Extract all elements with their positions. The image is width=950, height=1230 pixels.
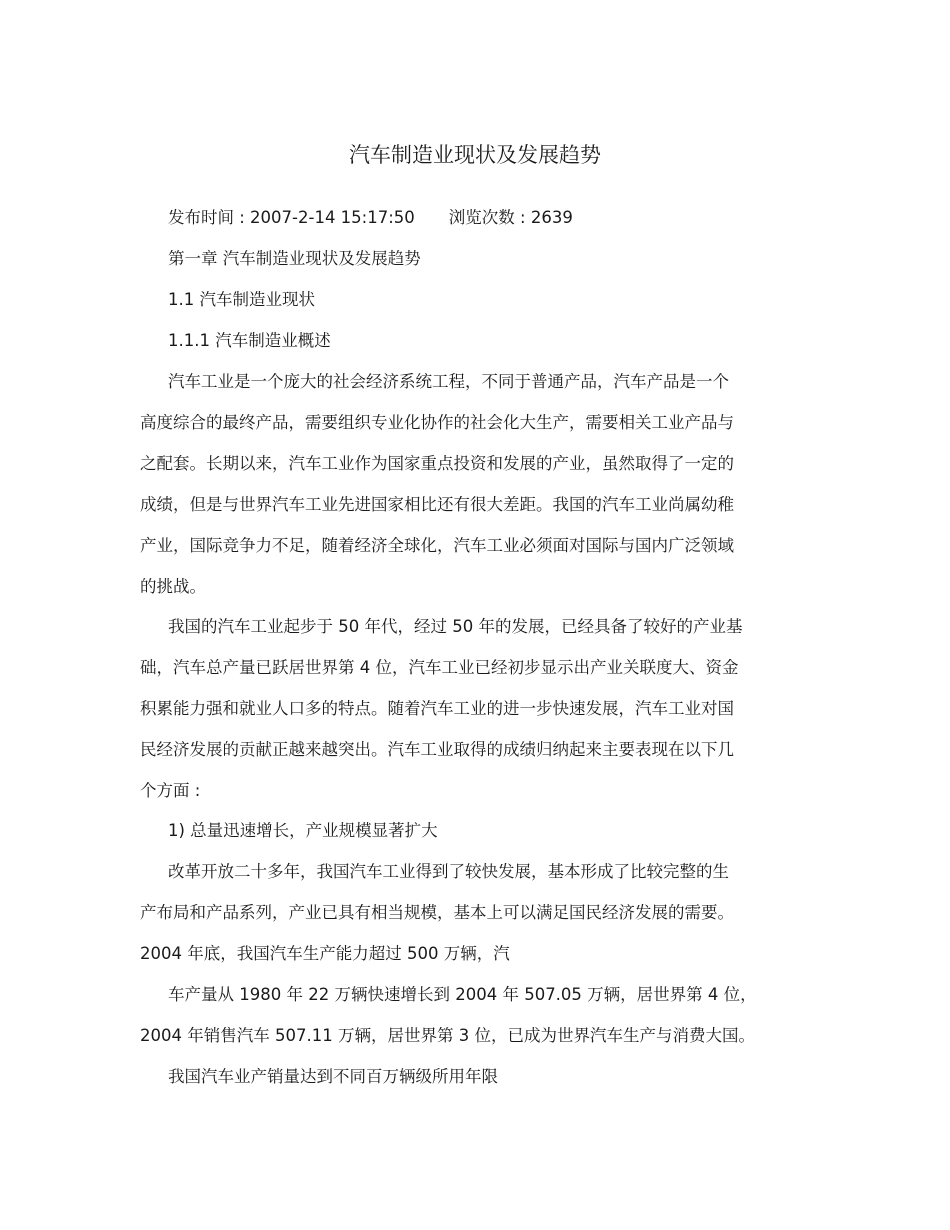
section-heading: 1.1 汽车制造业现状 [168,290,315,309]
paragraph-line: 的挑战。 [140,577,206,596]
document-title: 汽车制造业现状及发展趋势 [349,143,601,167]
paragraph-line: 积累能力强和就业人口多的特点。随着汽车工业的进一步快速发展，汽车工业对国 [140,699,734,718]
list-item: 1) 总量迅速增长，产业规模显著扩大 [168,821,438,840]
paragraph-line: 我国的汽车工业起步于 50 年代，经过 50 年的发展，已经具备了较好的产业基 [168,617,743,636]
chapter-heading: 第一章 汽车制造业现状及发展趋势 [168,249,421,268]
table-caption: 我国汽车业产销量达到不同百万辆级所用年限 [168,1067,498,1086]
paragraph-line: 2004 年销售汽车 507.11 万辆，居世界第 3 位，已成为世界汽车生产与消费大国。 [140,1026,755,1045]
paragraph-line: 高度综合的最终产品，需要组织专业化协作的社会化大生产，需要相关工业产品与 [140,413,734,432]
paragraph-line: 产业，国际竞争力不足，随着经济全球化，汽车工业必须面对国际与国内广泛领域 [140,536,734,555]
paragraph-line: 产布局和产品系列，产业已具有相当规模，基本上可以满足国民经济发展的需要。 [140,903,734,922]
paragraph-line: 之配套。长期以来，汽车工业作为国家重点投资和发展的产业，虽然取得了一定的 [140,454,734,473]
view-count: 浏览次数 : 2639 [448,208,573,227]
paragraph-line: 成绩，但是与世界汽车工业先进国家相比还有很大差距。我国的汽车工业尚属幼稚 [140,495,734,514]
subsection-heading: 1.1.1 汽车制造业概述 [168,331,331,350]
paragraph-line: 汽车工业是一个庞大的社会经济系统工程，不同于普通产品，汽车产品是一个 [168,372,729,391]
paragraph-line: 车产量从 1980 年 22 万辆快速增长到 2004 年 507.05 万辆，居世界第 4 位， [168,985,757,1004]
paragraph-line: 础，汽车总产量已跃居世界第 4 位，汽车工业已经初步显示出产业关联度大、资金 [140,658,739,677]
paragraph-line: 改革开放二十多年，我国汽车工业得到了较快发展，基本形成了比较完整的生 [168,862,729,881]
meta-line [168,205,573,231]
paragraph-line: 2004 年底，我国汽车生产能力超过 500 万辆，汽 [140,944,510,963]
paragraph-line: 个方面 : [140,781,201,800]
paragraph-line: 民经济发展的贡献正越来越突出。汽车工业取得的成绩归纳起来主要表现在以下几 [140,740,734,759]
publish-time: 发布时间 : 2007-2-14 15:17:50 [168,208,415,227]
